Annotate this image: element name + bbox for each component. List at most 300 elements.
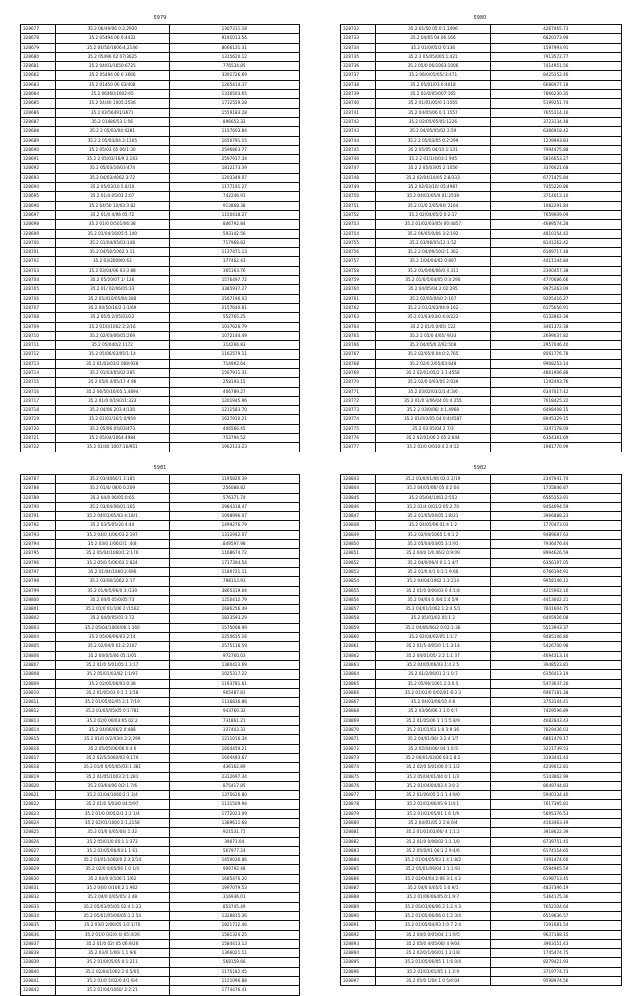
reference-code-cell: 35.2 02/04/1062:2:0:5/05	[56, 967, 170, 976]
amount-cell: 365163.76	[169, 266, 300, 275]
reference-code-cell: 35.2 01/0/3/05 04 0:4(4587	[376, 415, 490, 424]
row-id-cell: 328853	[341, 567, 376, 576]
row-id-cell: 328791	[21, 512, 56, 521]
amount-cell: 8066131.31	[169, 43, 300, 52]
row-id-cell: 328687	[21, 117, 56, 126]
table-row	[21, 605, 300, 614]
amount-cell: 853745.49	[169, 902, 300, 911]
table-row	[21, 164, 300, 173]
reference-code-cell: 35.2 05/06/06/03 2:14	[56, 633, 170, 642]
amount-cell: 1389611.68	[169, 818, 300, 827]
reference-code-cell: 35.2 05494 06 0 3666	[56, 71, 170, 80]
table-row	[21, 633, 300, 642]
table-row	[341, 285, 622, 294]
row-id-cell: 328884	[341, 856, 376, 865]
reference-code-cell: 35.2 01/0 0/05/04/ 1:32	[56, 828, 170, 837]
reference-code-cell: 35.2 02/0 06/03:05 02:2	[56, 716, 170, 725]
row-id-cell: 328714	[21, 368, 56, 377]
amount-cell: 3966888.23	[490, 512, 621, 521]
row-id-cell: 328685	[21, 99, 56, 108]
table-row	[21, 521, 300, 530]
reference-code-cell: 35.2 05/01/02 05:1 2	[376, 614, 490, 623]
reference-code-cell: 35.2 01/01/05/0 1:1565	[376, 99, 490, 108]
reference-code-cell: 35.2 01/0 02/ 05 06:9/26	[56, 939, 170, 948]
amount-cell: 1328815.36	[169, 911, 300, 920]
table-row	[341, 911, 622, 920]
table-row	[21, 651, 300, 660]
table-row	[341, 763, 622, 772]
table-row	[21, 642, 300, 651]
table-row	[341, 164, 622, 173]
row-id-cell: 328873	[341, 753, 376, 762]
table-row	[341, 220, 622, 229]
row-id-cell: 328741	[341, 108, 376, 117]
row-id-cell: 328693	[21, 173, 56, 182]
table-row	[21, 660, 300, 669]
amount-cell: 1650791.15	[169, 136, 300, 145]
row-id-cell: 328746	[341, 155, 376, 164]
row-id-cell: 328688	[21, 127, 56, 136]
reference-code-cell: 35.2 04/50/1062:3 11	[56, 248, 170, 257]
row-id-cell: 328677	[21, 25, 56, 34]
amount-cell: 2686256.49	[169, 605, 300, 614]
table-row	[341, 791, 622, 800]
table-row	[341, 884, 622, 893]
row-id-cell: 328717	[21, 396, 56, 405]
amount-cell: 6519636.57	[490, 911, 621, 920]
row-id-cell: 328745	[341, 145, 376, 154]
table-row	[21, 512, 300, 521]
table-row	[21, 726, 300, 735]
reference-code-cell: 35.2 04/01/05/0 01:2539	[376, 192, 490, 201]
row-id-cell: 328753	[341, 220, 376, 229]
amount-cell: 256088.82	[169, 484, 300, 493]
page-number: 5979	[153, 15, 167, 21]
table-row	[21, 71, 300, 80]
table-row	[21, 322, 300, 331]
row-id-cell: 328757	[341, 257, 376, 266]
table-row	[21, 424, 300, 433]
row-id-cell: 328867	[341, 698, 376, 707]
row-id-cell: 328810	[21, 688, 56, 697]
row-id-cell: 328790	[21, 502, 56, 511]
reference-code-cell: 35.2 02/03/10/ 05:4987	[376, 183, 490, 192]
table-row	[21, 155, 300, 164]
amount-cell: 1211016.34	[169, 735, 300, 744]
reference-code-cell: 35.2 01/0 5/01/05:1 3:17	[56, 660, 170, 669]
table-row	[21, 540, 300, 549]
table-row	[21, 52, 300, 61]
amount-cell: 875417.85	[169, 781, 300, 790]
amount-cell: 406789.27	[169, 387, 300, 396]
table-row	[341, 192, 622, 201]
table-row	[21, 716, 300, 725]
table-row	[341, 670, 622, 679]
amount-cell: 8425152.46	[490, 71, 621, 80]
amount-cell: 7936476.44	[490, 540, 621, 549]
amount-cell: 7291681.54	[490, 921, 621, 930]
amount-cell: 6967181.38	[490, 688, 621, 697]
reference-code-cell: 35.2 05/01/03 0:4018	[376, 80, 490, 89]
row-id-cell: 328706	[21, 294, 56, 303]
row-id-cell: 328885	[341, 865, 376, 874]
reference-code-cell: 35.2 05/01/0 05:1 1:373	[56, 837, 170, 846]
reference-code-cell: 35.2 05/01/03/02 1:1/97	[56, 670, 170, 679]
row-id-cell: 328692	[21, 164, 56, 173]
table-row	[341, 605, 622, 614]
amount-cell: 1821712.46	[169, 921, 300, 930]
row-id-cell: 328680	[21, 52, 56, 61]
table-row	[341, 80, 622, 89]
amount-cell: 7429596.89	[490, 707, 621, 716]
amount-cell: 1312942.07	[169, 530, 300, 539]
table-row	[21, 549, 300, 558]
row-id-cell: 328829	[21, 865, 56, 874]
row-id-cell: 328826	[21, 837, 56, 846]
row-id-cell: 328771	[341, 387, 376, 396]
row-id-cell: 328881	[341, 828, 376, 837]
amount-cell: 5940134.40	[490, 791, 621, 800]
table-row	[21, 698, 300, 707]
table-row	[341, 108, 622, 117]
table-row	[21, 744, 300, 753]
amount-cell: 7655114.16	[490, 108, 621, 117]
amount-cell: 4682843.43	[490, 716, 621, 725]
reference-code-cell: 35.2 03/04/06 03:3 88	[56, 266, 170, 275]
amount-cell: 742246.91	[169, 192, 300, 201]
row-id-cell: 328872	[341, 744, 376, 753]
row-id-cell: 328773	[341, 406, 376, 415]
row-id-cell: 328721	[21, 434, 56, 443]
reference-code-cell: 35.2 01/04/04/03 4 3:0 2	[376, 781, 490, 790]
table-row	[341, 210, 622, 219]
table-row	[341, 521, 622, 530]
amount-cell: 1735846.87	[490, 484, 621, 493]
table-row	[21, 313, 300, 322]
amount-cell: 1745474.75	[490, 949, 621, 958]
amount-cell: 1098996.07	[169, 512, 300, 521]
reference-code-cell: 35.2 02/04/0 01:2:2107	[56, 642, 170, 651]
amount-cell: 5695376.53	[490, 809, 621, 818]
table-row	[341, 846, 622, 855]
reference-code-cell: 35.2 01/04/1060:2:696	[56, 567, 170, 576]
row-id-cell: 328758	[341, 266, 376, 275]
row-id-cell: 328750	[341, 192, 376, 201]
table-row	[341, 173, 622, 182]
amount-cell: 5473637.26	[490, 679, 621, 688]
row-id-cell: 328868	[341, 707, 376, 716]
row-id-cell: 328828	[21, 856, 56, 865]
reference-code-cell: 35.2 01/0 0/05/05/03:1 381	[56, 763, 170, 772]
reference-code-cell: 35.2 05/06 05/03/473	[56, 424, 170, 433]
row-id-cell: 328811	[21, 698, 56, 707]
amount-cell: 3385937.27	[169, 285, 300, 294]
amount-cell: 1712559.28	[169, 99, 300, 108]
reference-code-cell: 35.2 03/0 1/06/2/1 :4(8	[56, 540, 170, 549]
reference-code-cell: 35.2 05/01/06/06 2 1:2 4 3	[376, 902, 490, 911]
reference-code-cell: 35.2 02/05/05/05:1226	[376, 117, 490, 126]
table-row	[341, 313, 622, 322]
table-row	[341, 698, 622, 707]
amount-cell: 3719774.73	[490, 967, 621, 976]
reference-code-cell: 35.2 06/50/16/05:1,4894	[56, 387, 170, 396]
amount-cell: 943760.32	[169, 707, 300, 716]
row-id-cell: 328866	[341, 688, 376, 697]
reference-code-cell: 35.2 2 03/0/06/ 4:1,4968	[376, 406, 490, 415]
amount-cell: 6174154.65	[490, 846, 621, 855]
data-table	[340, 474, 622, 986]
amount-cell: 1812173.39	[169, 164, 300, 173]
amount-cell: 3221739.53	[490, 744, 621, 753]
table-row	[341, 201, 622, 210]
reference-code-cell: 35.2 05/0 2/05/03/22	[56, 313, 170, 322]
amount-cell: 258193.15	[169, 378, 300, 387]
reference-code-cell: 35.2 03/2009/0:63	[56, 257, 170, 266]
amount-cell: 1576497.72	[169, 276, 300, 285]
row-id-cell: 328767	[341, 350, 376, 359]
row-id-cell: 328749	[341, 183, 376, 192]
amount-cell: 2699037.82	[490, 331, 621, 340]
reference-code-cell: 35.2 2 05/03/04:4281	[56, 127, 170, 136]
reference-code-cell: 35.2 05/0/01 06:1 2 9:4/6	[376, 846, 490, 855]
table-row	[21, 567, 300, 576]
amount-cell: 753794.52	[169, 434, 300, 443]
row-id-cell: 328893	[341, 939, 376, 948]
row-id-cell: 328703	[21, 266, 56, 275]
table-row	[21, 586, 300, 595]
table-row	[21, 266, 300, 275]
table-row	[341, 856, 622, 865]
reference-code-cell: 35.2 03/06/1062:2:17	[56, 577, 170, 586]
amount-cell: 9598974.56	[490, 977, 621, 986]
reference-code-cell: 35.2 01/0/05/2 0:136	[376, 43, 490, 52]
reference-code-cell: 35.2 05/03/05/05 02:4 1:23	[56, 902, 170, 911]
reference-code-cell: 35.2 05/06/1061 2:3:0 5	[376, 679, 490, 688]
reference-code-cell: 35.2 02/04/02/05 1:1:7	[376, 633, 490, 642]
reference-code-cell: 35.2 01/05/05/05 0:1:781	[56, 707, 170, 716]
row-id-cell: 328742	[341, 117, 376, 126]
table-row	[341, 837, 622, 846]
table-row	[341, 874, 622, 883]
amount-cell: 406566.45	[169, 424, 300, 433]
amount-cell: 1584413.13	[169, 939, 300, 948]
reference-code-cell: 35.2 01/04/1060/ 2:2:21	[56, 986, 170, 995]
row-id-cell: 328795	[21, 549, 56, 558]
amount-cell: 314266.83	[169, 341, 300, 350]
row-id-cell: 328834	[21, 911, 56, 920]
row-id-cell: 328809	[21, 679, 56, 688]
row-id-cell: 328832	[21, 893, 56, 902]
amount-cell: 9191013.56	[169, 34, 300, 43]
row-id-cell: 328763	[341, 313, 376, 322]
amount-cell: 6356197.05	[490, 558, 621, 567]
amount-cell: 1366021.11	[169, 949, 300, 958]
reference-code-cell: 35.2 04/05/06 01:4 1:2	[376, 521, 490, 530]
row-id-cell: 328695	[21, 192, 56, 201]
amount-cell: 1499276.79	[169, 521, 300, 530]
reference-code-cell: 35.2 05/0 1/04 1 0 5/4:04	[376, 977, 490, 986]
table-row	[21, 781, 300, 790]
table-row	[341, 549, 622, 558]
amount-cell: 2347941.74	[490, 475, 621, 484]
table-row	[21, 874, 300, 883]
row-id-cell: 328699	[21, 229, 56, 238]
table-row	[21, 127, 300, 136]
row-id-cell: 328843	[341, 475, 376, 484]
table-row	[21, 43, 300, 52]
reference-code-cell: 35.2 2 01/0 0/05/ 122	[376, 322, 490, 331]
reference-code-cell: 35.2 01/0 0/19/2/1:323	[56, 396, 170, 405]
reference-code-cell: 35.2 05/03/16/03:474	[56, 164, 170, 173]
table-row	[21, 623, 300, 632]
table-row	[21, 595, 300, 604]
table-row	[21, 856, 300, 865]
table-row	[341, 502, 622, 511]
amount-cell: 6354361.69	[490, 434, 621, 443]
row-id-cell: 328720	[21, 424, 56, 433]
table-row	[341, 893, 622, 902]
table-row	[341, 266, 622, 275]
row-id-cell: 328716	[21, 387, 56, 396]
row-id-cell: 328712	[21, 350, 56, 359]
amount-cell: 6766194.91	[490, 567, 621, 576]
amount-cell: 2957046.40	[490, 341, 621, 350]
row-id-cell: 328807	[21, 660, 56, 669]
amount-cell: 7829436.03	[490, 726, 621, 735]
table-row	[341, 257, 622, 266]
amount-cell: 9637188.15	[490, 930, 621, 939]
table-row	[341, 735, 622, 744]
reference-code-cell: 35.2 01/ 02/06/05:33	[56, 285, 170, 294]
table-row	[341, 577, 622, 586]
table-row	[341, 484, 622, 493]
amount-cell: 7652104.64	[490, 902, 621, 911]
row-id-cell: 328739	[341, 90, 376, 99]
row-id-cell: 328775	[341, 424, 376, 433]
amount-cell: 1597993.91	[490, 43, 621, 52]
row-id-cell: 328769	[341, 368, 376, 377]
table-row	[21, 837, 300, 846]
reference-code-cell: 35.2 01/01/05/01 1 6 1/9	[376, 809, 490, 818]
amount-cell: 1177191.27	[169, 183, 300, 192]
reference-code-cell: 35.2 04/06/06/2 0:02:1:36	[376, 623, 490, 632]
reference-code-cell: 35.2 04/04/1062 1:3:214	[376, 577, 490, 586]
page-5982	[320, 452, 640, 984]
amount-cell: 3948523.81	[490, 660, 621, 669]
amount-cell: 5426700.98	[490, 642, 621, 651]
amount-cell: 1150438.27	[169, 210, 300, 219]
row-id-cell: 328755	[341, 238, 376, 247]
table-row	[341, 90, 622, 99]
row-id-cell: 328733	[341, 34, 376, 43]
reference-code-cell: 35.2 01/0 0/010:4 2:4:12	[376, 443, 490, 452]
reference-code-cell: 35.2 05/04/1064:4984	[56, 434, 170, 443]
table-row	[341, 43, 622, 52]
amount-cell: 3963151.43	[490, 939, 621, 948]
amount-cell: 377462.43	[169, 257, 300, 266]
row-id-cell: 328854	[341, 577, 376, 586]
amount-cell: 6686977.18	[490, 80, 621, 89]
reference-code-cell: 35.2 03/56491/3671	[56, 108, 170, 117]
row-id-cell: 328878	[341, 800, 376, 809]
amount-cell: 5199251.74	[490, 99, 621, 108]
row-id-cell: 328744	[341, 136, 376, 145]
reference-code-cell: 35.2 01/03/05/02:285	[56, 368, 170, 377]
reference-code-cell: 35.2 05/05/06/06 0:4 6	[56, 744, 170, 753]
table-row	[341, 341, 622, 350]
reference-code-cell: 35.2 01/03/03/2 008:928	[56, 359, 170, 368]
row-id-cell: 328732	[341, 25, 376, 34]
row-id-cell: 328718	[21, 406, 56, 415]
reference-code-cell: 35.2 01/05/02/05 2:1 7/19	[56, 698, 170, 707]
reference-code-cell: 35.2 05/03/10 5.8/10	[56, 183, 170, 192]
table-row	[21, 359, 300, 368]
amount-cell: 4163463.49	[490, 818, 621, 827]
amount-cell: 1211583.70	[169, 406, 300, 415]
amount-cell: 1375626.80	[169, 791, 300, 800]
reference-code-cell: 35.2 2 01/1/4/03:1 945	[376, 155, 490, 164]
amount-cell: 7994475.88	[490, 145, 621, 154]
table-row	[21, 108, 300, 117]
amount-cell: 8561776.78	[490, 350, 621, 359]
table-row	[341, 623, 622, 632]
table-row	[341, 368, 622, 377]
row-id-cell: 328793	[21, 530, 56, 539]
row-id-cell: 328836	[21, 930, 56, 939]
row-id-cell: 328774	[341, 415, 376, 424]
table-row	[341, 921, 622, 930]
row-id-cell: 328897	[341, 977, 376, 986]
reference-code-cell: 35.2 01/50 05 0:1,1496	[376, 25, 490, 34]
row-id-cell: 328842	[21, 986, 56, 995]
reference-code-cell: 35.2 03/06/06 3 1:0 6:7	[376, 707, 490, 716]
amount-cell: 1575008.99	[169, 623, 300, 632]
reference-code-cell: 35.2 01/0/1062 2:2/16	[56, 322, 170, 331]
amount-cell: 1567911.31	[169, 368, 300, 377]
reference-code-cell: 35.2 04/06/06/2 0:488	[56, 726, 170, 735]
table-row	[21, 902, 300, 911]
row-id-cell: 328839	[21, 958, 56, 967]
reference-code-cell: 35.2 02/01/05/2 3 1:4558	[376, 368, 490, 377]
row-id-cell: 328772	[341, 396, 376, 405]
table-row	[21, 735, 300, 744]
reference-code-cell: 35.2 02/04/06/ 04:1 6:5	[376, 744, 490, 753]
amount-cell: 552765.25	[169, 313, 300, 322]
table-row	[341, 651, 622, 660]
row-id-cell: 328814	[21, 726, 56, 735]
row-id-cell: 328707	[21, 303, 56, 312]
reference-code-cell: 35.2 04/0 0/106:1 1/62	[56, 874, 170, 883]
table-row	[21, 80, 300, 89]
table-row	[21, 238, 300, 247]
row-id-cell: 328891	[341, 921, 376, 930]
amount-cell: 3461372.38	[490, 322, 621, 331]
table-row	[341, 949, 622, 958]
row-id-cell: 328690	[21, 145, 56, 154]
reference-code-cell: 35.2 04/0 1/0 06/2 0:9:09	[376, 549, 490, 558]
reference-code-cell: 35.2 04/0 0/05/04 1 1:9/5	[376, 930, 490, 939]
amount-cell: 1770473.03	[490, 521, 621, 530]
table-row	[21, 772, 300, 781]
table-row	[21, 368, 300, 377]
row-id-cell: 328738	[341, 80, 376, 89]
amount-cell: 6405926.08	[490, 614, 621, 623]
row-id-cell: 328743	[341, 127, 376, 136]
reference-code-cell: 35.2 03/02/03/2/1:4:3/6	[376, 387, 490, 396]
amount-cell: 1157603.84	[169, 127, 300, 136]
table-row	[341, 530, 622, 539]
reference-code-cell: 35.2 02/04/1065 1:0:1 2	[376, 530, 490, 539]
